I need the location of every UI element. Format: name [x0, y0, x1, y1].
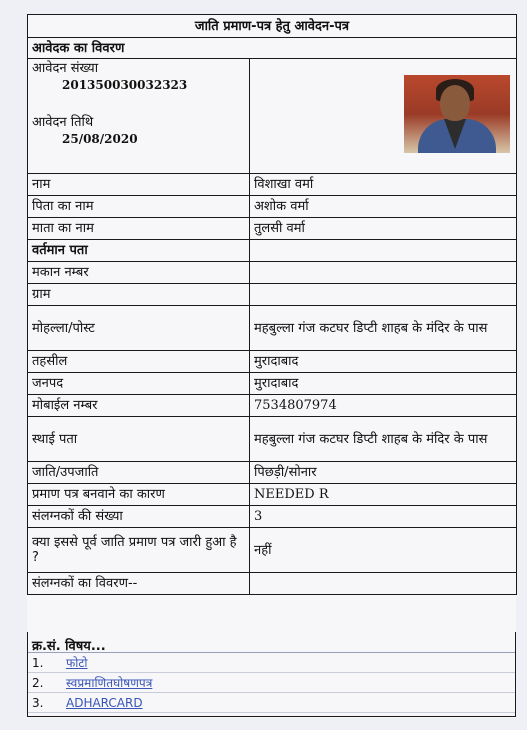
section-address-heading: वर्तमान पता	[28, 240, 250, 262]
name-value: विशाखा वर्मा	[250, 174, 517, 196]
attachment-number: 1.	[32, 655, 44, 670]
attachments-list	[27, 632, 516, 717]
application-number-value: 201350030032323	[62, 78, 188, 92]
village-label: ग्राम	[28, 284, 250, 306]
mobile-label: मोबाईल नम्बर	[28, 395, 250, 417]
attachment-link-aadhar[interactable]: ADHARCARD	[66, 695, 143, 710]
address-heading-empty	[250, 240, 517, 262]
application-number-label: आवेदन संख्या	[32, 61, 99, 76]
list-item	[28, 673, 515, 693]
attachment-count-label: संलग्नकों की संख्या	[28, 506, 250, 528]
prior-certificate-value: नहीं	[250, 528, 517, 573]
mobile-value: 7534807974	[250, 395, 517, 417]
mohalla-post-label: मोहल्ला/पोस्ट	[28, 306, 250, 351]
mohalla-post-value: महबुल्ला गंज कटघर डिप्टी शाहब के मंदिर के पास	[250, 306, 517, 351]
mother-name-value: तुलसी वर्मा	[250, 218, 517, 240]
form-title: जाति प्रमाण-पत्र हेतु आवेदन-पत्र	[28, 15, 517, 38]
district-label: जनपद	[28, 373, 250, 395]
father-name-label: पिता का नाम	[28, 196, 250, 218]
mother-name-label: माता का नाम	[28, 218, 250, 240]
attachment-number: 3.	[32, 695, 44, 710]
caste-label: जाति/उपजाति	[28, 462, 250, 484]
attachment-count-value: 3	[250, 506, 517, 528]
application-sheet	[27, 14, 516, 718]
attachment-detail-label: संलग्नकों का विवरण--	[28, 573, 250, 595]
attachment-link-photo[interactable]: फोटो	[66, 656, 88, 670]
section-applicant-heading: आवेदक का विवरण	[28, 38, 517, 59]
attachment-link-declaration[interactable]: स्वप्रमाणितघोषणपत्र	[66, 676, 153, 690]
application-date-value: 25/08/2020	[62, 132, 138, 146]
photo-cell	[250, 59, 517, 174]
village-value	[250, 284, 517, 306]
father-name-value: अशोक वर्मा	[250, 196, 517, 218]
list-item	[28, 653, 515, 673]
reason-label: प्रमाण पत्र बनवाने का कारण	[28, 484, 250, 506]
permanent-address-value: महबुल्ला गंज कटघर डिप्टी शाहब के मंदिर के पास	[250, 417, 517, 462]
attachment-number: 2.	[32, 675, 44, 690]
house-number-label: मकान नम्बर	[28, 262, 250, 284]
list-item	[28, 693, 515, 713]
house-number-value	[250, 262, 517, 284]
applicant-photo	[404, 75, 510, 153]
attachments-header: क्र.सं. विषय...	[28, 632, 515, 653]
tehsil-value: मुरादाबाद	[250, 351, 517, 373]
permanent-address-label: स्थाई पता	[28, 417, 250, 462]
attachment-detail-empty	[250, 573, 517, 595]
prior-certificate-label: क्या इससे पूर्व जाति प्रमाण पत्र जारी हुआ है ?	[28, 528, 250, 573]
application-id-block	[28, 59, 250, 174]
name-label: नाम	[28, 174, 250, 196]
application-form-table	[27, 14, 517, 595]
tehsil-label: तहसील	[28, 351, 250, 373]
reason-value: NEEDED R	[250, 484, 517, 506]
district-value: मुरादाबाद	[250, 373, 517, 395]
caste-value: पिछड़ी/सोनार	[250, 462, 517, 484]
application-date-label: आवेदन तिथि	[32, 115, 94, 130]
